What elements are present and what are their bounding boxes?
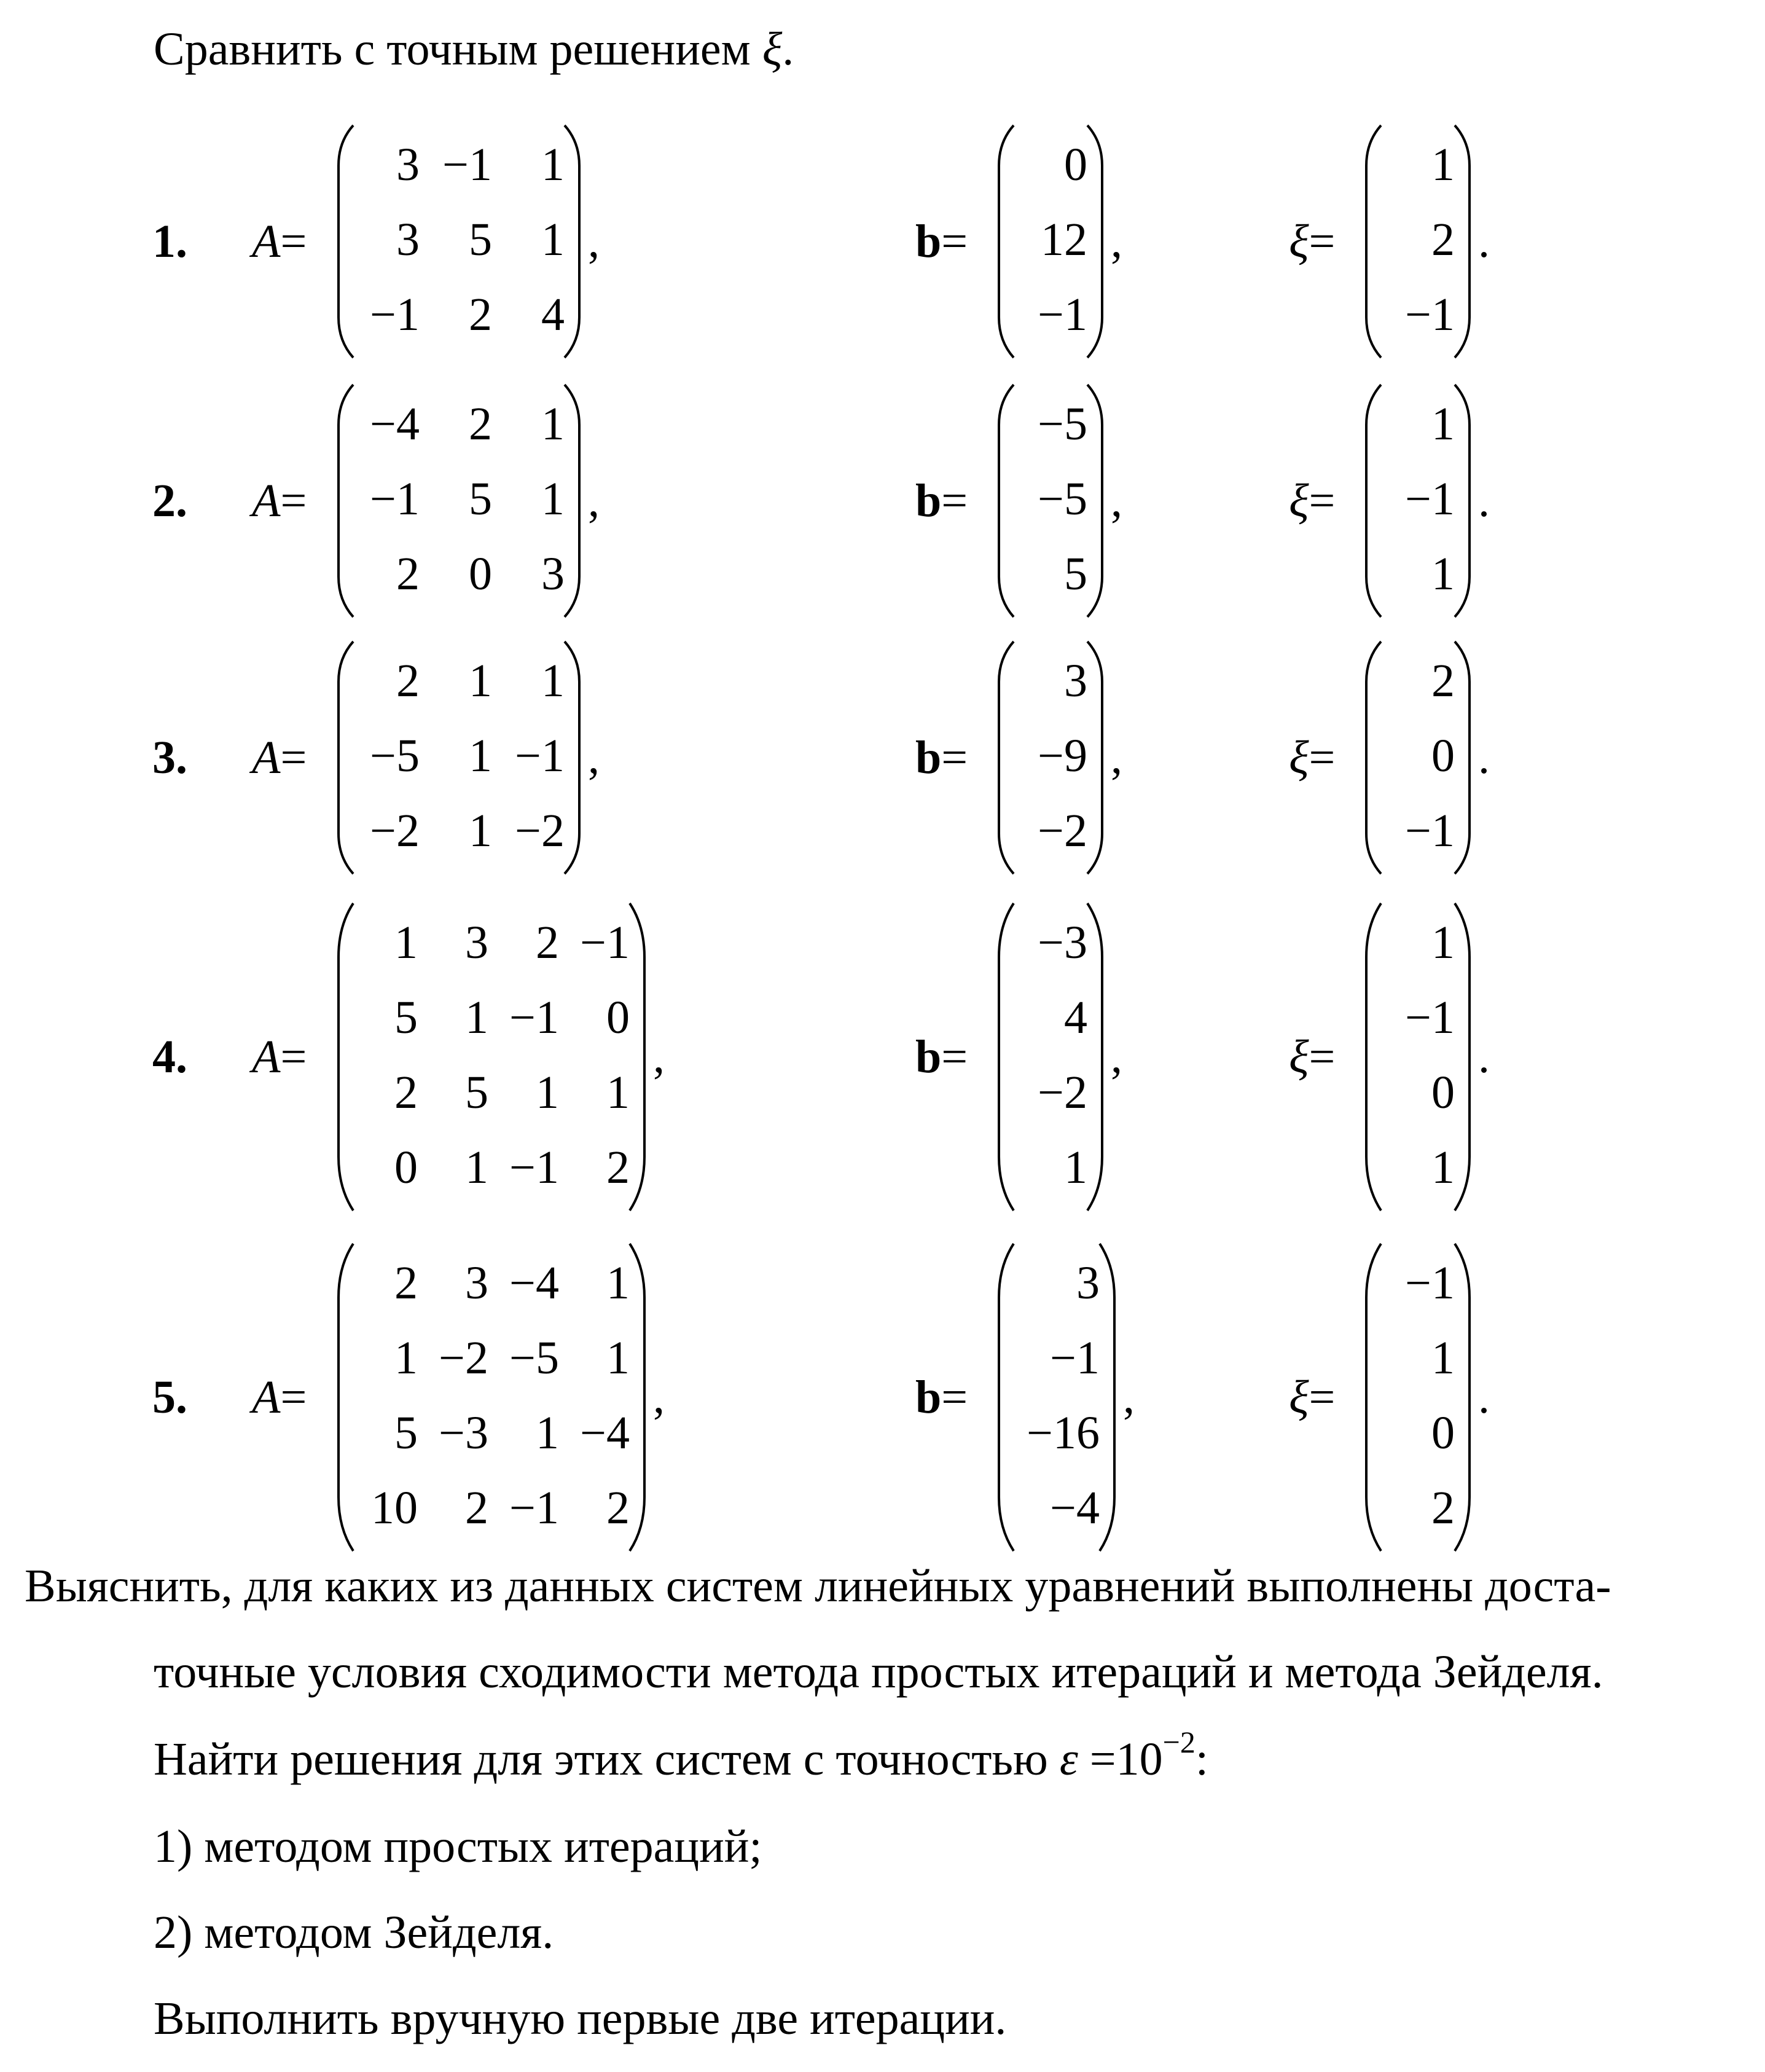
vector-xi-cell: −1 [1405, 992, 1455, 1043]
vector-b-cell: 5 [1064, 548, 1087, 600]
vector-b-cell: −1 [1050, 1332, 1100, 1384]
vector-xi-cell: 1 [1431, 1142, 1455, 1193]
matrix-a-cell: 1 [465, 1142, 488, 1193]
vector-xi-label [1289, 1374, 1335, 1421]
matrix-a-cell: −4 [370, 398, 420, 450]
a-symbol: A [252, 1031, 281, 1083]
equals-sign: = [280, 1372, 307, 1423]
matrix-a-cell: 0 [469, 548, 492, 600]
vector-xi-label [1289, 734, 1335, 781]
matrix-a-cell: −1 [509, 1142, 559, 1193]
equals-sign: = [941, 475, 968, 527]
vector-xi-cell: 1 [1431, 1332, 1455, 1384]
vector-xi-cell: 2 [1431, 655, 1455, 707]
task-line-2: точные условия сходимости метода простых итераций и метода Зейделя. [154, 1646, 1603, 1698]
matrix-a [335, 382, 583, 619]
matrix-a-cell: −2 [370, 805, 420, 857]
vector-b-cell: 1 [1064, 1142, 1087, 1193]
equals-sign: = [280, 216, 307, 267]
a-symbol: A [252, 1372, 281, 1423]
vector-xi [1363, 382, 1473, 619]
matrix-a-cell: 1 [536, 1067, 559, 1118]
matrix-a-cell: −5 [370, 730, 420, 782]
a-symbol: A [252, 475, 281, 527]
matrix-a-cell: 2 [606, 1142, 630, 1193]
matrix-a-cell: 1 [541, 473, 565, 525]
vector-xi-cell: 1 [1431, 139, 1455, 190]
matrix-a-cell: 1 [394, 1332, 418, 1384]
matrix-a-cell: 1 [541, 655, 565, 707]
matrix-a [335, 123, 583, 360]
vector-xi [1363, 639, 1473, 876]
xi-symbol: ξ [1289, 1031, 1309, 1083]
b-symbol: b [915, 475, 942, 527]
b-symbol: b [915, 732, 942, 783]
task-line-3-eq: =10 [1078, 1733, 1163, 1785]
matrix-a-cell: 3 [396, 214, 420, 265]
vector-xi-cell: 2 [1431, 1482, 1455, 1534]
comma: , [653, 1372, 665, 1423]
matrix-a [335, 1241, 648, 1553]
equals-sign: = [1309, 475, 1336, 527]
a-symbol: A [252, 732, 281, 783]
vector-b-cell: −5 [1038, 473, 1087, 525]
vector-b [995, 639, 1106, 876]
vector-b-cell: −4 [1050, 1482, 1100, 1534]
matrix-a-cell: 2 [465, 1482, 488, 1534]
vector-b-cell: 3 [1076, 1257, 1100, 1309]
xi-symbol: ξ [1289, 732, 1309, 783]
matrix-a-cell: 3 [465, 1257, 488, 1309]
comma: , [1111, 216, 1122, 267]
period: . [1478, 1031, 1490, 1083]
comma: , [588, 216, 600, 267]
vector-b-label [915, 218, 968, 265]
matrix-a-cell: 2 [469, 398, 492, 450]
period: . [1478, 216, 1490, 267]
task-line-3-end: : [1195, 1733, 1208, 1785]
vector-b [995, 123, 1106, 360]
matrix-a-cell: −2 [515, 805, 565, 857]
vector-b-cell: 12 [1041, 214, 1087, 265]
vector-xi-label [1289, 1031, 1336, 1083]
equals-sign: = [280, 732, 307, 783]
vector-xi-cell: 1 [1431, 548, 1455, 600]
b-symbol: b [915, 216, 942, 267]
matrix-a-cell: −4 [509, 1257, 559, 1309]
comma: , [1111, 475, 1122, 527]
vector-xi-cell: 0 [1431, 1407, 1455, 1459]
matrix-a-cell: 1 [606, 1332, 630, 1384]
vector-xi [1363, 901, 1473, 1213]
vector-b-cell: 0 [1064, 139, 1087, 190]
b-symbol: b [915, 1372, 942, 1423]
matrix-a-cell: −3 [439, 1407, 488, 1459]
vector-b-cell: 3 [1064, 655, 1087, 707]
vector-b [995, 1241, 1118, 1553]
equals-sign: = [1309, 1031, 1336, 1083]
matrix-a-label [252, 1031, 307, 1083]
matrix-a-label [252, 218, 307, 265]
equals-sign: = [280, 475, 307, 527]
vector-xi [1363, 1241, 1473, 1553]
vector-b [995, 382, 1106, 619]
vector-b-cell: −2 [1038, 1067, 1087, 1118]
matrix-a-cell: 0 [394, 1142, 418, 1193]
vector-xi-cell: 1 [1431, 398, 1455, 450]
period: . [1478, 732, 1490, 783]
matrix-a-cell: 2 [536, 917, 559, 968]
problem-number: 2. [152, 475, 187, 527]
matrix-a-cell: 5 [469, 473, 492, 525]
vector-b-cell: −2 [1038, 805, 1087, 857]
period: . [1478, 1372, 1490, 1423]
matrix-a [335, 639, 583, 876]
vector-b-cell: −3 [1038, 917, 1087, 968]
matrix-a-cell: 2 [396, 548, 420, 600]
intro-line [154, 18, 794, 80]
period: . [1478, 475, 1490, 527]
vector-b-cell: −9 [1038, 730, 1087, 782]
matrix-a-label [252, 1374, 307, 1421]
vector-xi-cell: −1 [1405, 289, 1455, 340]
equals-sign: = [1309, 216, 1336, 267]
matrix-a-cell: 5 [394, 1407, 418, 1459]
matrix-a-cell: 2 [394, 1067, 418, 1118]
vector-xi-cell: 1 [1431, 917, 1455, 968]
intro-text: Сравнить с точным решением [154, 23, 751, 75]
matrix-a-cell: 10 [371, 1482, 418, 1534]
matrix-a-cell: −1 [580, 917, 630, 968]
vector-xi-cell: −1 [1405, 805, 1455, 857]
comma: , [588, 732, 600, 783]
matrix-a-cell: 2 [394, 1257, 418, 1309]
task-final: Выполнить вручную первые две итерации. [154, 1993, 1007, 2044]
matrix-a-label [252, 475, 307, 527]
problem-number: 3. [152, 732, 187, 783]
matrix-a-cell: 2 [396, 655, 420, 707]
vector-b-cell: 4 [1064, 992, 1087, 1043]
vector-b-label [915, 1374, 968, 1421]
task-line-3 [154, 1725, 1208, 1787]
matrix-a-cell: 1 [541, 398, 565, 450]
matrix-a-cell: 2 [469, 289, 492, 340]
xi-symbol: ξ [1289, 1372, 1309, 1423]
equals-sign: = [941, 1031, 968, 1083]
vector-xi-cell: 0 [1431, 730, 1455, 782]
xi-symbol: ξ [1289, 475, 1309, 527]
matrix-a-cell: 4 [541, 289, 565, 340]
matrix-a-cell: −1 [370, 289, 420, 340]
task-line-3-text: Найти решения для этих систем с точностью [154, 1733, 1048, 1785]
matrix-a-cell: −1 [442, 139, 492, 190]
matrix-a-cell: −4 [580, 1407, 630, 1459]
problem-number: 5. [152, 1372, 187, 1423]
matrix-a-label [252, 734, 307, 781]
intro-end: . [782, 23, 794, 75]
matrix-a-cell: −1 [509, 1482, 559, 1534]
comma: , [653, 1031, 665, 1083]
vector-xi-cell: 0 [1431, 1067, 1455, 1118]
xi-symbol: ξ [762, 23, 783, 75]
matrix-a-cell: −2 [439, 1332, 488, 1384]
vector-b-label [915, 1031, 968, 1083]
matrix-a-cell: 1 [394, 917, 418, 968]
matrix-a-cell: 1 [606, 1067, 630, 1118]
matrix-a-cell: 2 [606, 1482, 630, 1534]
vector-b [995, 901, 1106, 1213]
comma: , [1111, 732, 1122, 783]
vector-b-cell: −1 [1038, 289, 1087, 340]
equals-sign: = [941, 216, 968, 267]
matrix-a-cell: 1 [541, 214, 565, 265]
matrix-a-cell: 3 [541, 548, 565, 600]
matrix-a-cell: −1 [370, 473, 420, 525]
matrix-a-cell: 3 [396, 139, 420, 190]
problem-number: 1. [152, 216, 187, 267]
matrix-a-cell: −5 [509, 1332, 559, 1384]
matrix-a-cell: −1 [515, 730, 565, 782]
vector-xi-label [1289, 218, 1335, 265]
vector-xi [1363, 123, 1473, 360]
matrix-a-cell: 3 [465, 917, 488, 968]
equals-sign: = [1309, 732, 1336, 783]
vector-b-label [915, 475, 968, 527]
matrix-a-cell: 1 [469, 805, 492, 857]
vector-b-cell: −5 [1038, 398, 1087, 450]
task-line-1: Выяснить, для каких из данных систем линейных уравнений выполнены доста- [25, 1560, 1611, 1612]
matrix-a-cell: −1 [509, 992, 559, 1043]
vector-b-cell: −16 [1027, 1407, 1100, 1459]
vector-xi-cell: −1 [1405, 1257, 1455, 1309]
vector-xi-cell: 2 [1431, 214, 1455, 265]
vector-xi-cell: −1 [1405, 473, 1455, 525]
matrix-a-cell: 1 [469, 655, 492, 707]
matrix-a-cell: 1 [541, 139, 565, 190]
equals-sign: = [1309, 1372, 1336, 1423]
matrix-a-cell: 0 [606, 992, 630, 1043]
b-symbol: b [915, 1031, 942, 1083]
matrix-a [335, 901, 648, 1213]
vector-b-label [915, 734, 968, 781]
matrix-a-cell: 5 [465, 1067, 488, 1118]
matrix-a-cell: 5 [394, 992, 418, 1043]
matrix-a-cell: 1 [606, 1257, 630, 1309]
comma: , [1123, 1372, 1135, 1423]
matrix-a-cell: 1 [469, 730, 492, 782]
comma: , [1111, 1031, 1122, 1083]
matrix-a-cell: 1 [536, 1407, 559, 1459]
matrix-a-cell: 5 [469, 214, 492, 265]
problem-number: 4. [152, 1031, 187, 1083]
epsilon-symbol: ε [1059, 1733, 1078, 1785]
task-item-1: 1) методом простых итераций; [154, 1821, 762, 1872]
equals-sign: = [941, 732, 968, 783]
task-item-2: 2) методом Зейделя. [154, 1907, 554, 1958]
a-symbol: A [252, 216, 281, 267]
exponent: −2 [1162, 1725, 1196, 1759]
vector-xi-label [1289, 475, 1336, 527]
matrix-a-cell: 1 [465, 992, 488, 1043]
comma: , [588, 475, 600, 527]
equals-sign: = [941, 1372, 968, 1423]
equals-sign: = [280, 1031, 307, 1083]
xi-symbol: ξ [1289, 216, 1309, 267]
